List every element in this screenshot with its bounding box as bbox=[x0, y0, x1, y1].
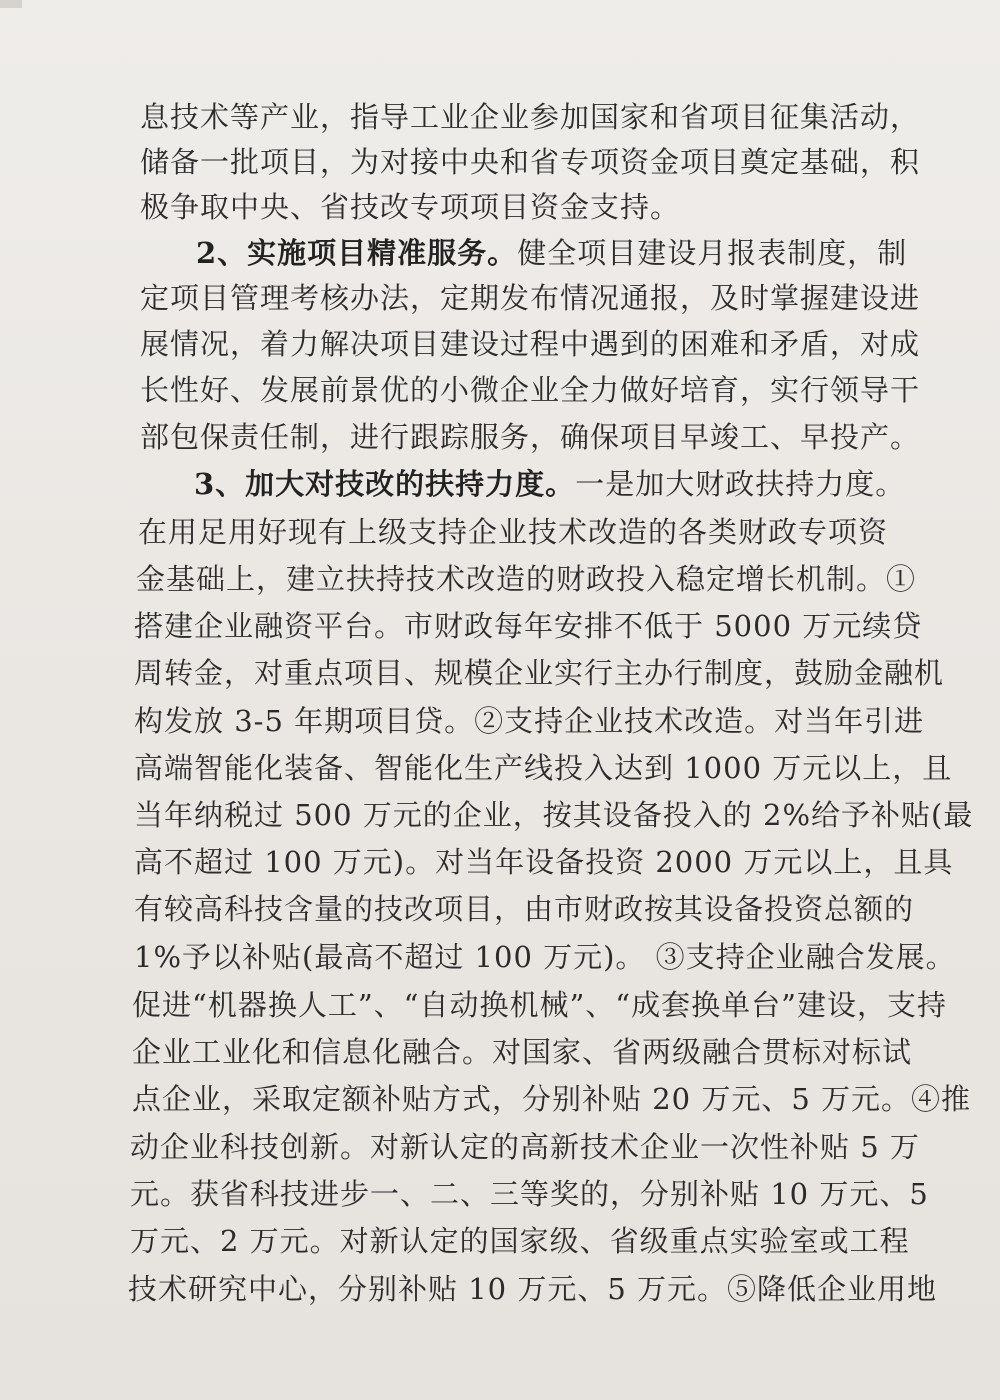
line-text: 息技术等产业，指导工业企业参加国家和省项目征集活动， bbox=[140, 100, 921, 134]
body-line bbox=[130, 1174, 929, 1214]
line-text: 高端智能化装备、智能化生产线投入达到 1000 万元以上，且 bbox=[134, 751, 953, 785]
line-text: 万元、2 万元。对新认定的国家级、省级重点实验室或工程 bbox=[130, 1224, 910, 1258]
line-text: 储备一批项目，为对接中央和省专项资金项目奠定基础，积 bbox=[140, 145, 921, 179]
body-line bbox=[134, 937, 956, 977]
section-line bbox=[194, 464, 905, 504]
line-text: 金基础上，建立扶持技术改造的财政投入稳定增长机制。① bbox=[136, 562, 917, 596]
body-line bbox=[136, 559, 916, 599]
line-text: 当年纳税过 500 万元的企业，按其设备投入的 2%给予补贴(最 bbox=[134, 798, 974, 832]
body-line bbox=[138, 512, 888, 552]
line-text: 一是加大财政扶持力度。 bbox=[575, 467, 906, 501]
line-text: 点企业，采取定额补贴方式，分别补贴 20 万元、5 万元。④推 bbox=[132, 1082, 972, 1116]
line-text: 有较高科技含量的技改项目，由市财政按其设备投资总额的 bbox=[134, 892, 915, 926]
body-line bbox=[134, 701, 924, 741]
body-line bbox=[140, 278, 920, 318]
line-text: 部包保责任制，进行跟踪服务，确保项目早竣工、早投产。 bbox=[140, 420, 921, 454]
body-line bbox=[134, 653, 944, 693]
line-text: 极争取中央、省技改专项项目资金支持。 bbox=[140, 190, 681, 224]
body-line bbox=[134, 606, 922, 646]
body-line bbox=[134, 748, 952, 788]
line-text: 周转金，对重点项目、规模企业实行主办行制度，鼓励金融机 bbox=[134, 656, 945, 690]
body-line bbox=[140, 142, 920, 182]
body-line bbox=[132, 1032, 912, 1072]
body-line bbox=[130, 1221, 910, 1261]
body-line bbox=[140, 187, 680, 227]
body-line bbox=[132, 1079, 971, 1119]
line-text: 展情况，着力解决项目建设过程中遇到的困难和矛盾，对成 bbox=[140, 327, 921, 361]
line-text: 企业工业化和信息化融合。对国家、省两级融合贯标对标试 bbox=[132, 1035, 913, 1069]
line-text: 搭建企业融资平台。市财政每年安排不低于 5000 万元续贷 bbox=[134, 609, 923, 643]
line-text: 健全项目建设月报表制度，制 bbox=[517, 236, 908, 270]
body-line bbox=[140, 97, 920, 137]
line-text: 定项目管理考核办法，定期发布情况通报，及时掌握建设进 bbox=[140, 281, 921, 315]
body-line bbox=[134, 842, 953, 882]
line-text: 1%予以补贴(最高不超过 100 万元)。 ③支持企业融合发展。 bbox=[134, 940, 956, 974]
body-line bbox=[140, 417, 920, 457]
section-line bbox=[196, 233, 907, 273]
body-line bbox=[134, 889, 914, 929]
line-text: 在用足用好现有上级支持企业技术改造的各类财政专项资 bbox=[138, 515, 889, 549]
section-heading: 3、加大对技改的扶持力度。 bbox=[194, 467, 576, 501]
line-text: 动企业科技创新。对新认定的高新技术企业一次性补贴 5 万 bbox=[130, 1130, 920, 1164]
body-line bbox=[128, 1269, 937, 1309]
body-line bbox=[130, 1127, 920, 1167]
body-line bbox=[140, 370, 920, 410]
line-text: 构发放 3-5 年期项目贷。②支持企业技术改造。对当年引进 bbox=[134, 704, 925, 738]
body-line bbox=[134, 795, 973, 835]
body-line bbox=[140, 324, 920, 364]
body-line bbox=[132, 985, 947, 1025]
line-text: 元。获省科技进步一、二、三等奖的，分别补贴 10 万元、5 bbox=[130, 1177, 929, 1211]
line-text: 高不超过 100 万元)。对当年设备投资 2000 万元以上，且具 bbox=[134, 845, 954, 879]
line-text: 长性好、发展前景优的小微企业全力做好培育，实行领导干 bbox=[140, 373, 921, 407]
section-heading: 2、实施项目精准服务。 bbox=[196, 236, 518, 270]
line-text: 技术研究中心，分别补贴 10 万元、5 万元。⑤降低企业用地 bbox=[128, 1272, 938, 1306]
line-text: 促进“机器换人工”、“自动换机械”、“成套换单台”建设，支持 bbox=[132, 988, 947, 1022]
